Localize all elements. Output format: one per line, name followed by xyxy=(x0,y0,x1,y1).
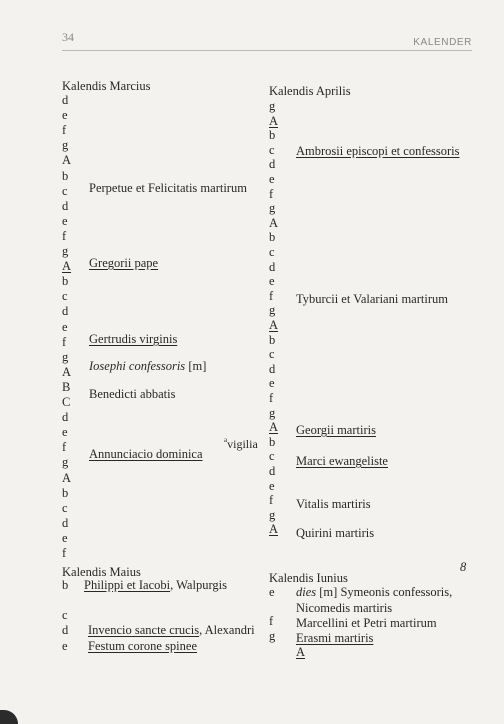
marcius-letter: e xyxy=(62,108,68,123)
aprilis-letter: f xyxy=(269,493,274,508)
maius-letter-d: d xyxy=(62,623,69,637)
month-heading-aprilis: Kalendis Aprilis xyxy=(269,84,351,98)
marcius-letter: f xyxy=(62,123,67,138)
aprilis-letter: g xyxy=(269,201,276,216)
feast-iosephi-mark: [m] xyxy=(188,359,207,373)
maius-letter-c: c xyxy=(62,608,68,622)
aprilis-letter: g xyxy=(269,99,276,113)
aprilis-letter: b xyxy=(269,434,276,449)
marcius-letter: B xyxy=(62,379,71,394)
iunius-letter-a: A xyxy=(296,645,306,659)
marcius-letter: d xyxy=(62,410,69,425)
aprilis-letter: f xyxy=(269,186,274,201)
aprilis-letter: e xyxy=(269,376,275,391)
feast-vitalis: Vitalis martiris xyxy=(296,497,371,511)
marcius-letter: c xyxy=(62,289,68,304)
marcius-letter: g xyxy=(62,349,69,364)
month-heading-marcius: Kalendis Marcius xyxy=(62,79,151,93)
feast-georgii: Georgii martiris xyxy=(296,423,376,437)
marcius-letter: g xyxy=(62,244,69,258)
marcius-letter: g xyxy=(62,455,69,470)
feast-dies: dies xyxy=(296,585,317,599)
marcius-letter: b xyxy=(62,485,69,500)
feast-perpetue: Perpetue et Felicitatis martirum xyxy=(89,181,247,195)
marcius-letter: b xyxy=(62,168,69,183)
iunius-letter-e: e xyxy=(269,585,275,599)
aprilis-letter: A xyxy=(269,522,279,537)
aprilis-letter: c xyxy=(269,245,275,259)
aprilis-letter: c xyxy=(269,347,275,362)
feast-philippi-extra: , Walpurgis xyxy=(170,578,227,592)
aprilis-letter: b xyxy=(269,128,276,143)
maius-letter-e: e xyxy=(62,639,68,653)
aprilis-letter: A xyxy=(269,318,279,332)
marcius-letter: A xyxy=(62,364,72,379)
aprilis-letter: c xyxy=(269,449,275,464)
marcius-letter: b xyxy=(62,274,69,289)
feast-iosephi xyxy=(89,359,206,373)
marcius-letter: f xyxy=(62,334,67,349)
marcius-letter: g xyxy=(62,138,69,153)
feast-annunciacio: Annunciacio dominica xyxy=(89,447,203,461)
aprilis-letter: b xyxy=(269,230,276,245)
header-rule xyxy=(62,50,472,51)
iunius-letter-f: f xyxy=(269,614,274,628)
marcius-letter: A xyxy=(62,259,72,274)
feast-symeonis-text: [m] Symeonis confessoris, xyxy=(316,585,453,599)
margin-number: 8 xyxy=(460,560,467,574)
marcius-letter: d xyxy=(62,515,69,530)
aprilis-letter: b xyxy=(269,332,276,347)
marcius-letter: A xyxy=(62,153,72,168)
aprilis-letter: e xyxy=(269,274,275,289)
month-heading-maius: Kalendis Maius xyxy=(62,565,141,579)
running-head: KALENDER xyxy=(413,37,472,48)
marcius-letter: e xyxy=(62,213,68,228)
vigilia-mark: a xyxy=(224,436,228,444)
feast-benedicti: Benedicti abbatis xyxy=(89,387,176,401)
feast-invencio xyxy=(88,623,255,637)
feast-marcellini: Marcellini et Petri martirum xyxy=(296,616,437,630)
feast-gertrudis: Gertrudis virginis xyxy=(89,332,178,346)
feast-quirini: Quirini martiris xyxy=(296,526,375,540)
marcius-letter: A xyxy=(62,470,72,485)
marcius-letter: e xyxy=(62,425,68,440)
maius-letter-b: b xyxy=(62,578,69,592)
feast-ambrosii: Ambrosii episcopi et confessoris xyxy=(296,144,460,158)
feast-invencio-name: Invencio sancte crucis xyxy=(88,623,200,637)
aprilis-letter: e xyxy=(269,172,275,186)
aprilis-letter: c xyxy=(269,142,275,157)
aprilis-letter: e xyxy=(269,478,275,493)
marcius-letter: e xyxy=(62,530,68,545)
page-corner-shadow xyxy=(0,710,18,724)
feast-philippi-name: Philippi et Iacobi xyxy=(84,578,171,592)
feast-philippi xyxy=(84,578,227,592)
marcius-letter: f xyxy=(62,546,67,560)
feast-invencio-extra: , Alexandri xyxy=(199,623,255,637)
feast-tyburcii: Tyburcii et Valariani martirum xyxy=(296,292,448,306)
aprilis-letter: A xyxy=(269,215,279,230)
marcius-letter: c xyxy=(62,500,68,515)
aprilis-letter: A xyxy=(269,113,279,128)
page-number: 34 xyxy=(62,30,74,44)
feast-corone: Festum corone spinee xyxy=(88,639,198,653)
marcius-letter: d xyxy=(62,304,69,319)
marcius-letter: c xyxy=(62,183,68,198)
vigilia-text: vigilia xyxy=(227,437,258,451)
month-heading-iunius: Kalendis Iunius xyxy=(269,571,348,585)
marcius-letter: f xyxy=(62,440,67,455)
aprilis-letter: g xyxy=(269,303,276,318)
aprilis-letter: A xyxy=(269,420,279,435)
aprilis-letter: f xyxy=(269,391,274,405)
aprilis-letter: d xyxy=(269,157,276,172)
feast-erasmi: Erasmi martiris xyxy=(296,631,374,645)
feast-marci: Marci ewangeliste xyxy=(296,454,388,468)
marcius-letter: e xyxy=(62,319,68,334)
feast-gregorii: Gregorii pape xyxy=(89,256,159,270)
aprilis-letter: g xyxy=(269,405,276,420)
feast-vigilia xyxy=(224,433,258,451)
marcius-letter: d xyxy=(62,198,69,213)
feast-iosephi-name: Iosephi confessoris xyxy=(89,359,186,373)
aprilis-letter: d xyxy=(269,259,276,274)
marcius-letter: d xyxy=(62,93,69,107)
aprilis-letter: d xyxy=(269,464,276,478)
marcius-letter: C xyxy=(62,395,71,409)
aprilis-letter: f xyxy=(269,288,274,303)
iunius-letter-g: g xyxy=(269,629,276,643)
aprilis-letter: g xyxy=(269,507,276,522)
aprilis-letter: d xyxy=(269,361,276,376)
marcius-letter: f xyxy=(62,228,67,243)
feast-symeonis xyxy=(296,585,452,599)
feast-nicomedis: Nicomedis martiris xyxy=(296,601,393,615)
